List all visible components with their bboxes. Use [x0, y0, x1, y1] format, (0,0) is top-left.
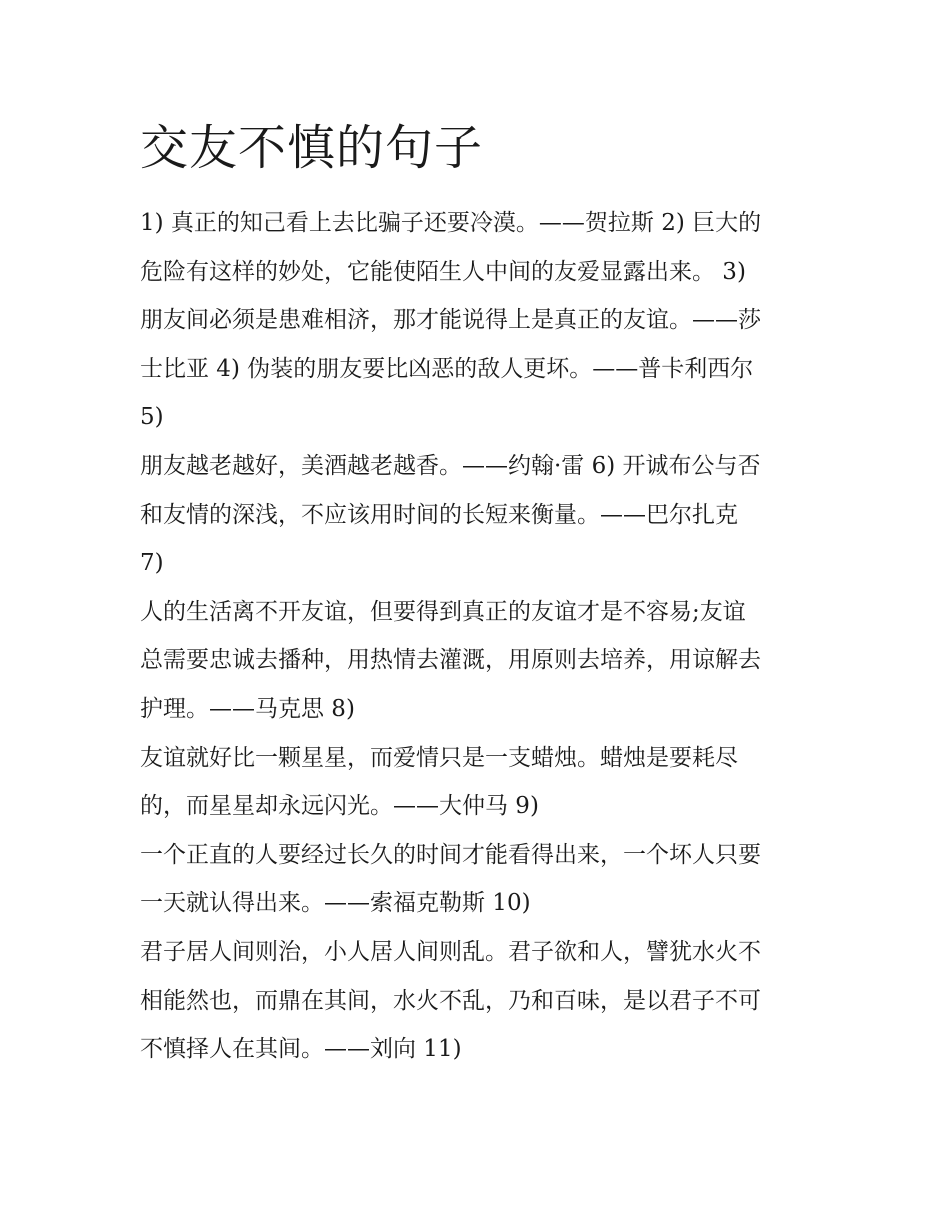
text-line: 不慎择人在其间。——刘向 11)	[140, 1036, 462, 1063]
document-title: 交友不慎的句子	[140, 120, 484, 176]
text-line: 和友情的深浅，不应该用时间的长短来衡量。——巴尔扎克	[140, 501, 738, 528]
text-line: 一个正直的人要经过长久的时间才能看得出来，一个坏人只要	[140, 841, 761, 868]
text-line: 友谊就好比一颗星星，而爱情只是一支蜡烛。蜡烛是要耗尽	[140, 744, 738, 771]
text-line: 君子居人间则治，小人居人间则乱。君子欲和人，譬犹水火不	[140, 938, 761, 965]
text-line: 护理。——马克思 8)	[140, 695, 355, 722]
text-line: 士比亚 4) 伪装的朋友要比凶恶的敌人更坏。——普卡利西尔	[140, 355, 754, 382]
document-body	[140, 199, 820, 1074]
text-line: 7)	[140, 550, 164, 577]
text-line: 一天就认得出来。——索福克勒斯 10)	[140, 890, 531, 917]
text-line: 人的生活离不开友谊，但要得到真正的友谊才是不容易;友谊	[140, 598, 746, 625]
text-line: 朋友间必须是患难相济，那才能说得上是真正的友谊。——莎	[140, 307, 761, 334]
text-line: 相能然也，而鼎在其间，水火不乱，乃和百味，是以君子不可	[140, 987, 761, 1014]
text-line: 1) 真正的知己看上去比骗子还要冷漠。——贺拉斯 2) 巨大的	[140, 210, 762, 236]
text-line: 总需要忠诚去播种，用热情去灌溉，用原则去培养，用谅解去	[140, 647, 761, 674]
text-line: 的，而星星却永远闪光。——大仲马 9)	[140, 793, 539, 820]
text-line: 朋友越老越好，美酒越老越香。——约翰·雷 6) 开诚布公与否	[140, 452, 761, 479]
text-line: 危险有这样的妙处，它能使陌生人中间的友爱显露出来。 3)	[140, 258, 746, 285]
text-line: 5)	[140, 404, 164, 431]
